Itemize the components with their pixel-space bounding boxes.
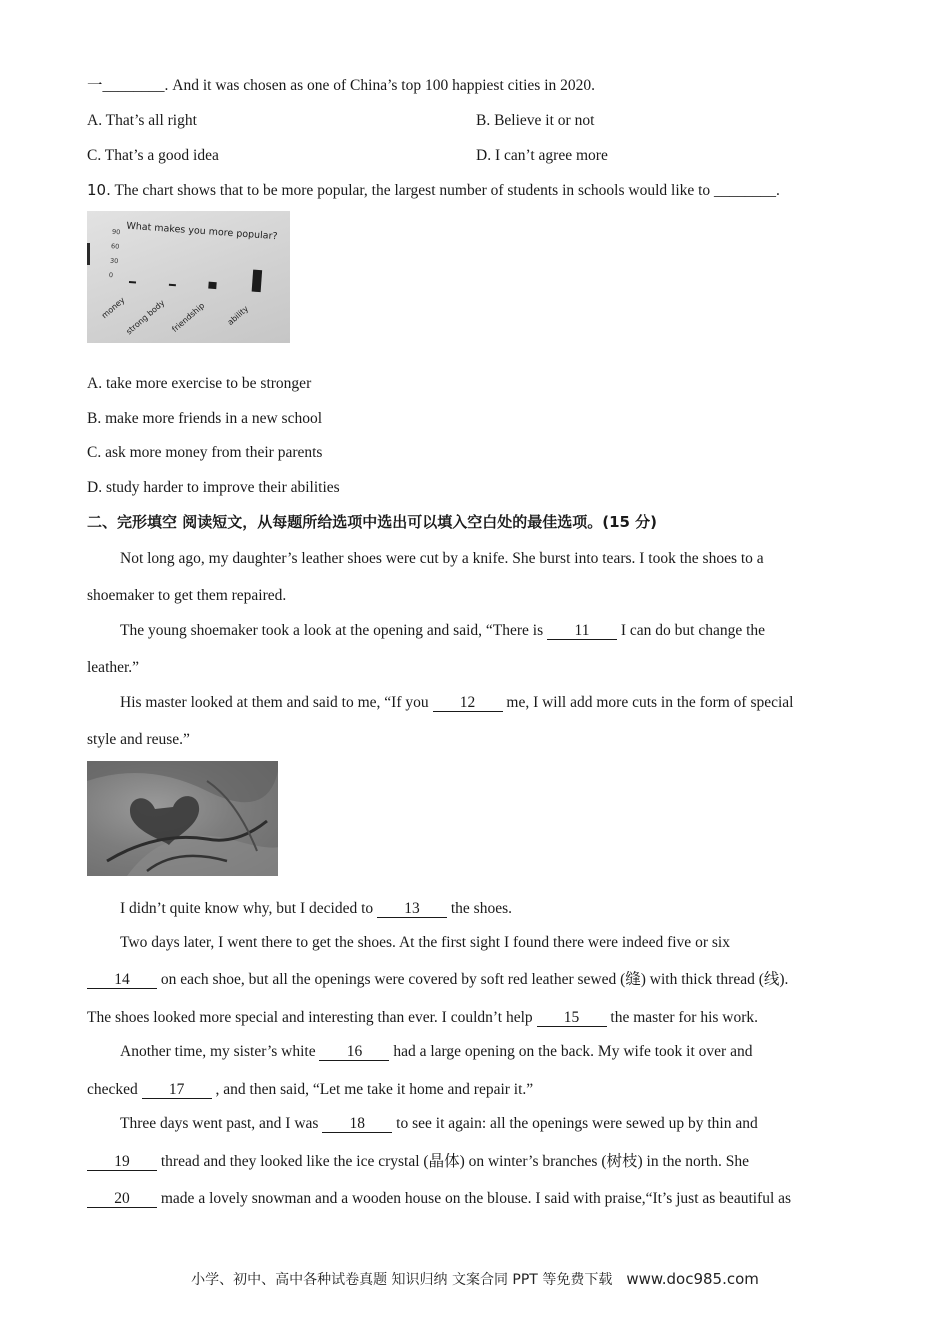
blank-20: 20 [87,1190,157,1208]
blank-11: 11 [547,622,617,640]
text: I can do but change the [617,622,766,639]
blank-15: 15 [537,1009,607,1027]
chart-svg [87,211,290,343]
x-label-ability: ability [225,304,251,327]
text: The shoes looked more special and interesting than ever. I couldn’t help [87,1009,537,1026]
popularity-chart [87,211,290,343]
chart-bars [129,261,262,292]
y-tick-label: 60 [110,242,120,251]
passage-line [87,970,788,990]
page-footer [0,1269,950,1290]
blank-17: 17 [142,1081,212,1099]
y-tick-label: 30 [109,256,119,266]
blank-16: 16 [319,1043,389,1061]
footer-site-link[interactable]: www.doc985.com [626,1270,759,1288]
text: thread and they looked like the ice crystal (晶体) on winter’s branches (树枝) in the north. She [157,1153,749,1170]
option-d: D. I can’t agree more [476,147,608,164]
passage-line [120,899,512,919]
question-number: 10. [87,181,111,199]
x-label-strong-body: strong body [124,298,167,337]
section-heading: 二、完形填空 阅读短文，从每题所给选项中选出可以填入空白处的最佳选项。(15 分) [87,513,658,531]
text: , and then said, “Let me take it home and repair it.” [211,1081,534,1098]
option-a: A. That’s all right [87,112,197,129]
text: the shoes. [447,900,513,917]
stem-prefix: 一 [87,77,103,94]
text: to see it again: all the openings were sewed up by thin and [392,1115,758,1132]
x-label-friendship: friendship [170,301,207,335]
blank-19: 19 [87,1153,157,1171]
shoe-photo [87,761,278,876]
passage-line: leather.” [87,659,140,676]
edge-mark [87,243,90,265]
chart-title: What makes you more popular? [126,220,278,243]
text: Another time, my sister’s white [120,1043,320,1060]
passage-line: Two days later, I went there to get the shoes. At the first sight I found there were indeed five or six [120,934,730,951]
text: His master looked at them and said to me, “If you [120,694,433,711]
option-d: D. study harder to improve their abilities [87,479,340,496]
text: me, I will add more cuts in the form of special [502,694,794,711]
option-c: C. ask more money from their parents [87,444,323,461]
text: The young shoemaker took a look at the opening and said, “There is [120,622,547,639]
option-a: A. take more exercise to be stronger [87,375,312,392]
text: had a large opening on the back. My wife took it over and [389,1043,753,1060]
passage-line [87,1080,533,1100]
text: on each shoe, but all the openings were covered by soft red leather sewed (缝) with thick thread (线). [157,971,789,988]
text: Three days went past, and I was [120,1115,323,1132]
text: made a lovely snowman and a wooden house on the blouse. I said with praise,“It’s just as beautiful as [157,1190,792,1207]
text: I didn’t quite know why, but I decided to [120,900,377,917]
option-b: B. make more friends in a new school [87,410,323,427]
y-axis-ticks [109,228,121,280]
stem-text: . And it was chosen as one of China’s top 100 happiest cities in 2020. [164,77,596,94]
shoe-photo-svg [87,761,278,876]
blank-14: 14 [87,971,157,989]
question-text: The chart shows that to be more popular, the largest number of students in schools would like to ________. [110,182,780,199]
footer-text: 小学、初中、高中各种试卷真题 知识归纳 文案合同 PPT 等免费下载 [191,1272,613,1288]
blank-18: 18 [322,1115,392,1133]
passage-line: Not long ago, my daughter’s leather shoes were cut by a knife. She burst into tears. I took the shoes to a [120,550,764,567]
y-tick-label: 90 [111,227,121,237]
passage-line [87,1152,749,1172]
option-b: B. Believe it or not [476,112,595,129]
passage-line [87,1008,758,1028]
passage-line [120,621,765,641]
question-10-stem [87,180,780,201]
text: the master for his work. [606,1009,759,1026]
option-c: C. That’s a good idea [87,147,219,164]
passage-line [120,693,794,713]
passage-line: shoemaker to get them repaired. [87,587,287,604]
blank-12: 12 [433,694,503,712]
passage-line: style and reuse.” [87,731,190,748]
passage-line [120,1042,752,1062]
bar-friendship [208,282,216,289]
y-tick-label: 0 [108,271,114,280]
passage-line [87,1189,791,1209]
blank-13: 13 [377,900,447,918]
question-9-stem-end [87,76,595,96]
bar-ability [252,270,263,293]
text: checked [87,1081,142,1098]
x-axis-labels [98,294,250,343]
passage-line [120,1114,758,1134]
bar-money [129,281,136,283]
answer-blank: ________ [102,77,165,94]
bar-strong-body [169,284,176,286]
x-label-money: money [99,295,127,321]
